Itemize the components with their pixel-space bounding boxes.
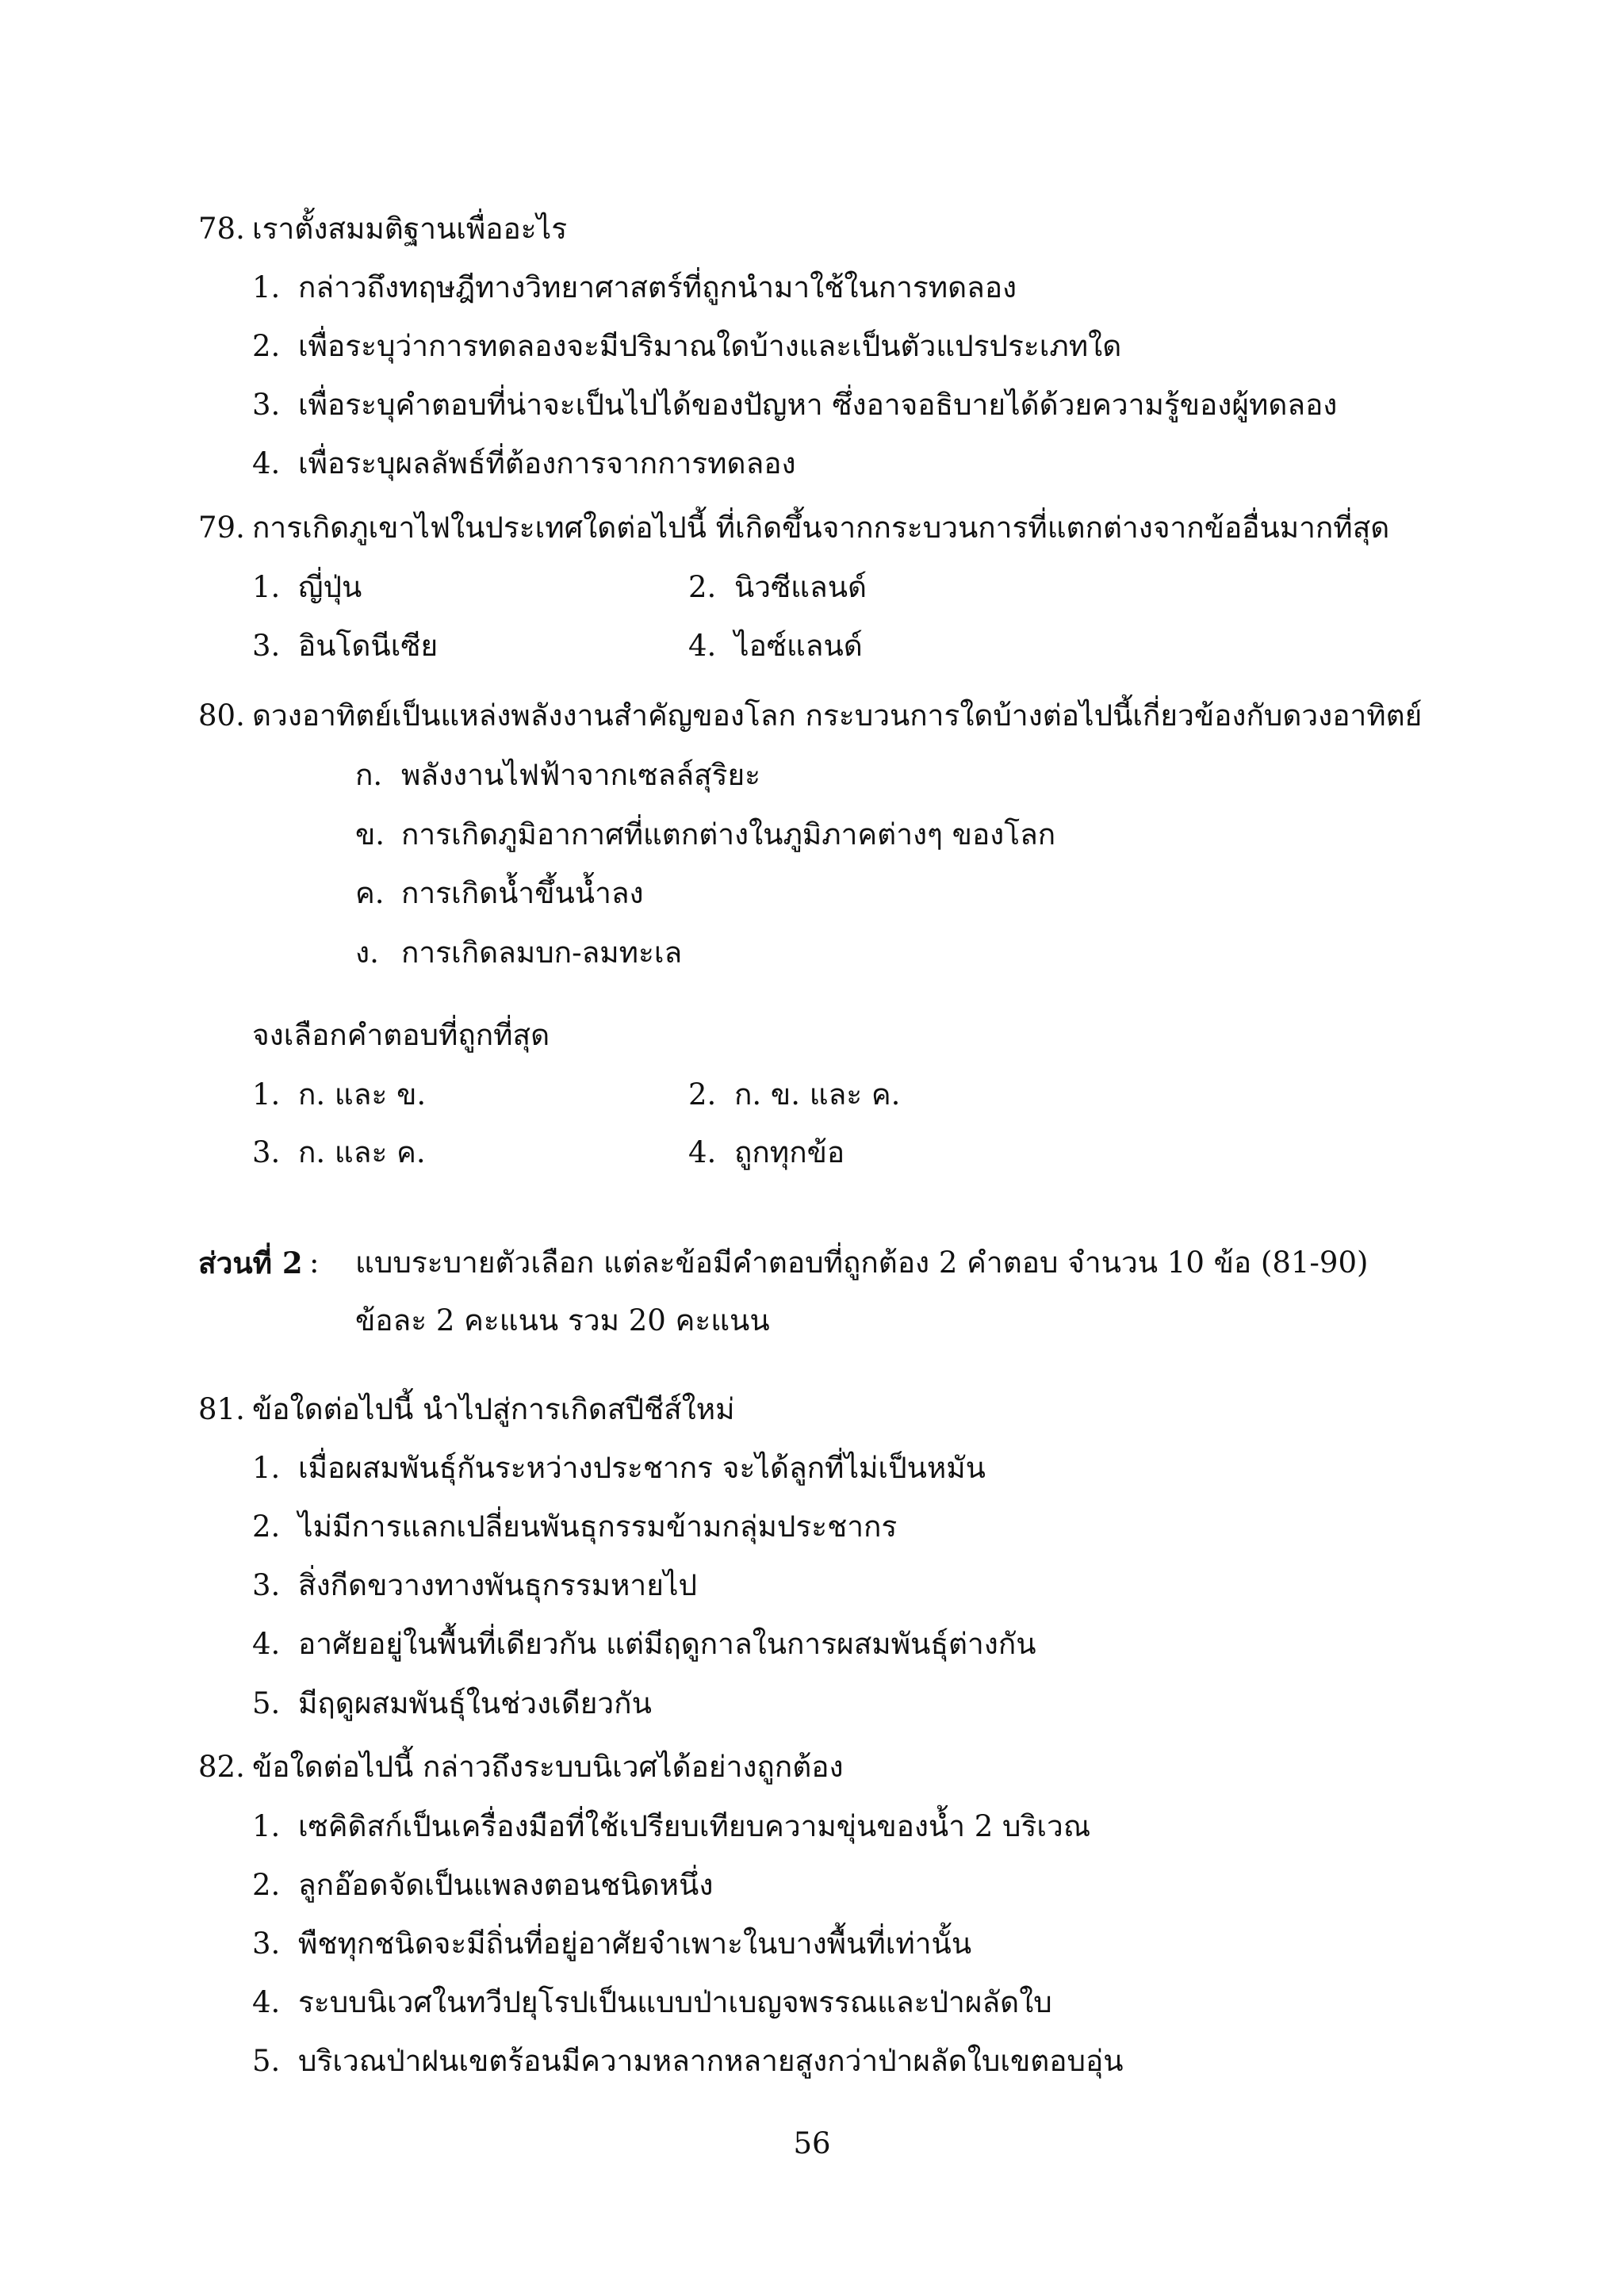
statement-letter: ค. xyxy=(355,876,385,910)
option-number: 3. xyxy=(252,388,281,422)
option-number: 3. xyxy=(252,1568,281,1602)
question-79-option-3 xyxy=(252,626,438,667)
question-number: 82. xyxy=(198,1750,245,1784)
option-number: 4. xyxy=(688,629,717,663)
option-text: พืชทุกชนิดจะมีถิ่นที่อยู่อาศัยจำเพาะในบางพื้นที่เท่านั้น xyxy=(298,1927,972,1961)
question-text: ข้อใดต่อไปนี้ กล่าวถึงระบบนิเวศได้อย่างถูกต้อง xyxy=(252,1750,844,1784)
option-text: ก. และ ค. xyxy=(298,1135,426,1169)
question-78-option-2 xyxy=(252,326,1121,367)
question-80-statement-d xyxy=(355,932,682,974)
section-2-header xyxy=(198,1242,303,1284)
question-79 xyxy=(198,507,1389,549)
statement-text: พลังงานไฟฟ้าจากเซลล์สุริยะ xyxy=(401,758,761,792)
statement-letter: ข. xyxy=(355,817,385,851)
option-text: ก. และ ข. xyxy=(298,1077,427,1112)
option-text: มีฤดูผสมพันธุ์ในช่วงเดียวกัน xyxy=(298,1686,652,1720)
question-80-statement-b xyxy=(355,814,1055,855)
option-number: 2. xyxy=(252,329,281,363)
option-number: 4. xyxy=(252,1985,281,2019)
option-text: เพื่อระบุคำตอบที่น่าจะเป็นไปได้ของปัญหา ซึ่งอาจอธิบายได้ด้วยความรู้ของผู้ทดลอง xyxy=(298,388,1338,422)
option-text: ไม่มีการแลกเปลี่ยนพันธุกรรมข้ามกลุ่มประชากร xyxy=(298,1510,898,1544)
question-80-statement-c xyxy=(355,873,644,914)
option-number: 1. xyxy=(252,570,281,604)
question-79-option-2 xyxy=(688,567,867,608)
option-number: 3. xyxy=(252,629,281,663)
option-number: 4. xyxy=(252,446,281,480)
question-number: 81. xyxy=(198,1392,245,1426)
question-number: 80. xyxy=(198,698,245,733)
option-number: 5. xyxy=(252,1686,281,1720)
question-text: เราตั้งสมมติฐานเพื่ออะไร xyxy=(252,212,568,246)
question-text: การเกิดภูเขาไฟในประเทศใดต่อไปนี้ ที่เกิดขึ้นจากกระบวนการที่แตกต่างจากข้ออื่นมากที่สุด xyxy=(252,511,1390,545)
option-text: ก. ข. และ ค. xyxy=(734,1077,901,1112)
question-text: ดวงอาทิตย์เป็นแหล่งพลังงานสำคัญของโลก กระบวนการใดบ้างต่อไปนี้เกี่ยวข้องกับดวงอาทิตย์ xyxy=(252,698,1423,733)
question-82-option-4 xyxy=(252,1982,1052,2023)
question-82-option-2 xyxy=(252,1865,713,1906)
option-text: ญี่ปุ่น xyxy=(298,570,362,604)
question-82-option-5 xyxy=(252,2041,1124,2082)
option-number: 1. xyxy=(252,270,281,304)
question-81-option-3 xyxy=(252,1565,697,1606)
question-80-statement-a xyxy=(355,755,760,796)
page-number: 56 xyxy=(793,2126,831,2160)
option-number: 3. xyxy=(252,1927,281,1961)
statement-text: การเกิดน้ำขึ้นน้ำลง xyxy=(401,876,644,910)
option-number: 1. xyxy=(252,1077,281,1112)
question-78 xyxy=(198,209,567,250)
section-label: ส่วนที่ 2 xyxy=(198,1246,303,1280)
question-82-option-3 xyxy=(252,1923,971,1965)
section-2-description-line-2: ข้อละ 2 คะแนน รวม 20 คะแนน xyxy=(355,1303,770,1337)
option-text: นิวซีแลนด์ xyxy=(734,570,868,604)
section-2-description-line-1: แบบระบายตัวเลือก แต่ละข้อมีคำตอบที่ถูกต้อง 2 คำตอบ จำนวน 10 ข้อ (81-90) xyxy=(355,1246,1369,1280)
question-number: 79. xyxy=(198,511,245,545)
question-79-option-4 xyxy=(688,626,863,667)
option-number: 2. xyxy=(252,1510,281,1544)
option-number: 5. xyxy=(252,2044,281,2078)
option-text: อาศัยอยู่ในพื้นที่เดียวกัน แต่มีฤดูกาลในการผสมพันธุ์ต่างกัน xyxy=(298,1627,1036,1661)
question-number: 78. xyxy=(198,212,245,246)
option-number: 1. xyxy=(252,1809,281,1843)
option-number: 2. xyxy=(688,1077,717,1112)
option-text: ระบบนิเวศในทวีปยุโรปเป็นแบบป่าเบญจพรรณและป่าผลัดใบ xyxy=(298,1985,1052,2019)
section-colon: : xyxy=(309,1246,320,1280)
option-number: 4. xyxy=(252,1627,281,1661)
option-text: ไอซ์แลนด์ xyxy=(734,629,863,663)
option-text: สิ่งกีดขวางทางพันธุกรรมหายไป xyxy=(298,1568,697,1602)
question-78-option-3 xyxy=(252,385,1337,426)
option-text: เพื่อระบุว่าการทดลองจะมีปริมาณใดบ้างและเป็นตัวแปรประเภทใด xyxy=(298,329,1122,363)
option-text: เซคิดิสก์เป็นเครื่องมือที่ใช้เปรียบเทียบความขุ่นของน้ำ 2 บริเวณ xyxy=(298,1809,1091,1843)
statement-text: การเกิดภูมิอากาศที่แตกต่างในภูมิภาคต่างๆ ของโลก xyxy=(401,817,1056,851)
question-81-option-5 xyxy=(252,1683,652,1724)
question-80 xyxy=(198,695,1422,737)
option-text: เมื่อผสมพันธุ์กันระหว่างประชากร จะได้ลูกที่ไม่เป็นหมัน xyxy=(298,1451,986,1485)
question-79-option-1 xyxy=(252,567,362,608)
question-80-option-1 xyxy=(252,1074,426,1115)
question-78-option-1 xyxy=(252,267,1017,308)
option-number: 2. xyxy=(688,570,717,604)
option-number: 2. xyxy=(252,1868,281,1902)
question-80-option-4 xyxy=(688,1132,845,1173)
question-82 xyxy=(198,1747,844,1788)
option-text: ถูกทุกข้อ xyxy=(734,1135,845,1169)
option-number: 3. xyxy=(252,1135,281,1169)
statement-letter: ง. xyxy=(355,936,379,970)
statement-text: การเกิดลมบก-ลมทะเล xyxy=(401,936,683,970)
question-81-option-4 xyxy=(252,1624,1036,1665)
question-80-option-3 xyxy=(252,1132,426,1173)
question-text: ข้อใดต่อไปนี้ นำไปสู่การเกิดสปีชีส์ใหม่ xyxy=(252,1392,735,1426)
question-80-option-2 xyxy=(688,1074,900,1115)
option-text: บริเวณป่าฝนเขตร้อนมีความหลากหลายสูงกว่าป่าผลัดใบเขตอบอุ่น xyxy=(298,2044,1124,2078)
question-81 xyxy=(198,1389,735,1430)
option-number: 1. xyxy=(252,1451,281,1485)
question-81-option-2 xyxy=(252,1506,897,1548)
option-text: อินโดนีเซีย xyxy=(298,629,439,663)
question-78-option-4 xyxy=(252,443,796,484)
option-text: ลูกอ๊อดจัดเป็นแพลงตอนชนิดหนึ่ง xyxy=(298,1868,714,1902)
option-text: เพื่อระบุผลลัพธ์ที่ต้องการจากการทดลอง xyxy=(298,446,796,480)
question-80-instruction: จงเลือกคำตอบที่ถูกที่สุด xyxy=(252,1018,550,1052)
question-81-option-1 xyxy=(252,1448,986,1489)
statement-letter: ก. xyxy=(355,758,383,792)
option-number: 4. xyxy=(688,1135,717,1169)
option-text: กล่าวถึงทฤษฎีทางวิทยาศาสตร์ที่ถูกนำมาใช้ในการทดลอง xyxy=(298,270,1017,304)
question-82-option-1 xyxy=(252,1806,1090,1847)
